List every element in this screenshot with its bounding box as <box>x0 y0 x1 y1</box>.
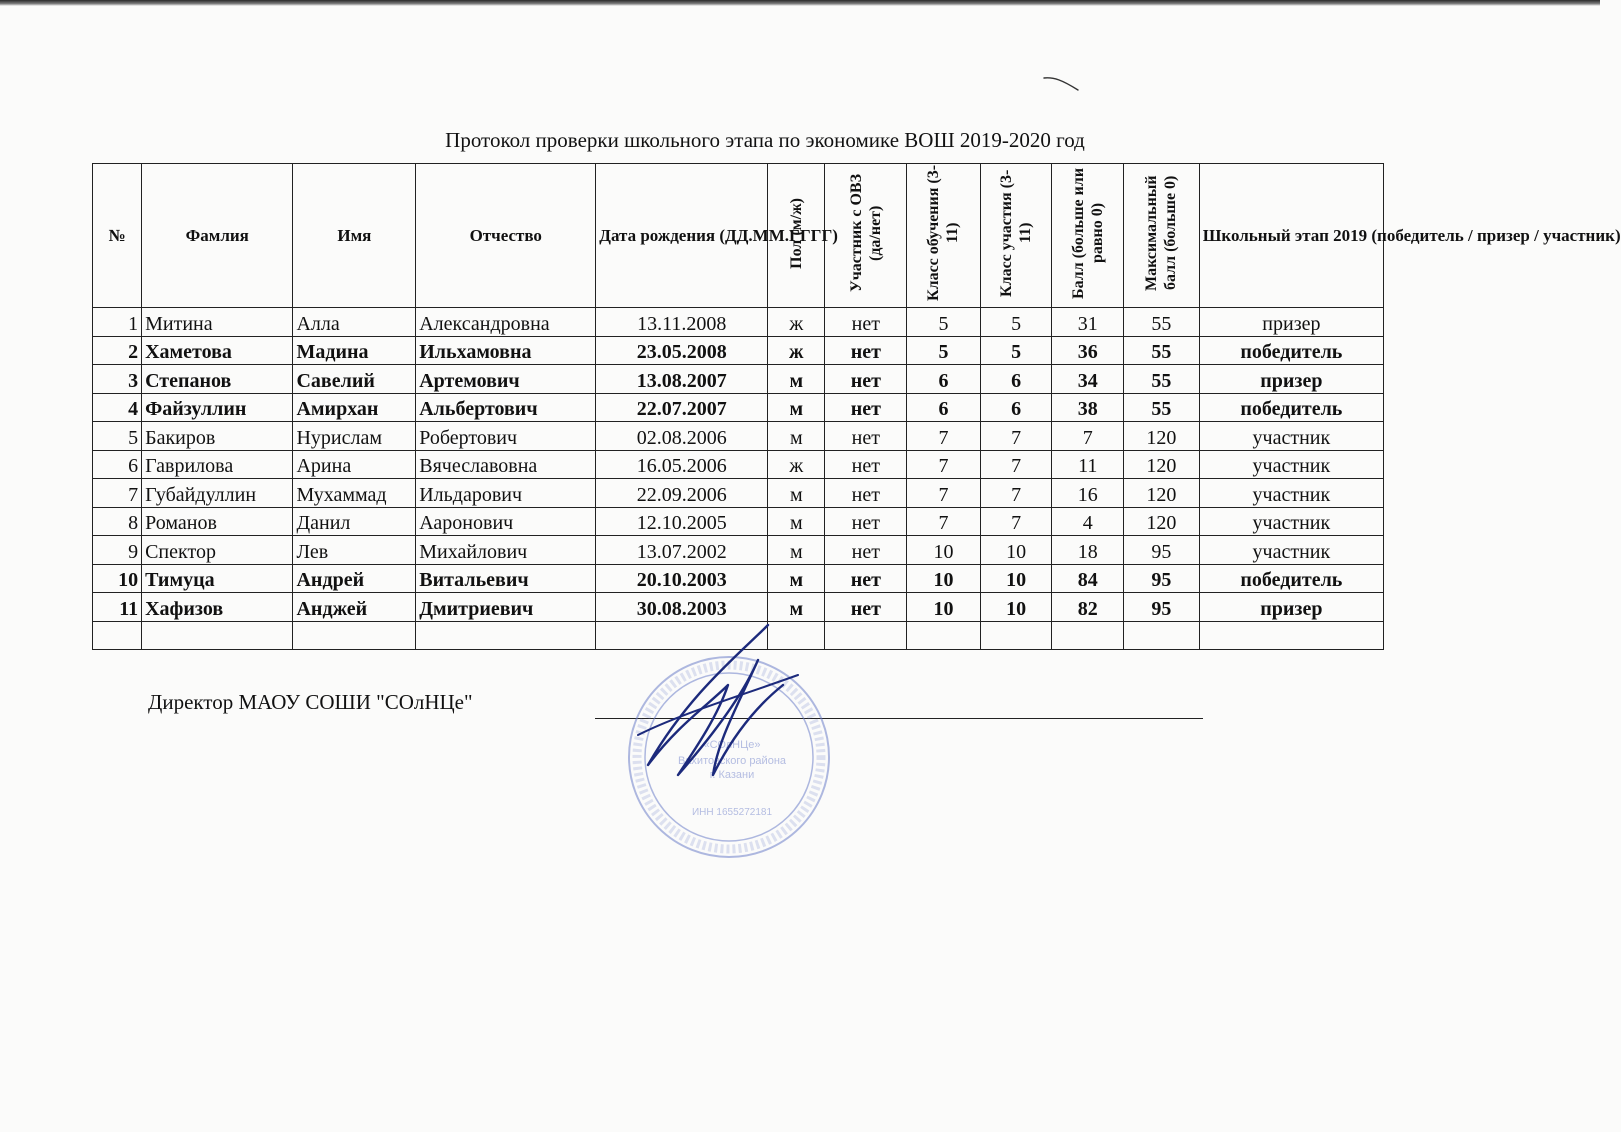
row-score: 82 <box>1052 593 1124 622</box>
row-grade-study: 7 <box>907 479 981 508</box>
row-name: Мадина <box>293 336 416 365</box>
row-number: 9 <box>93 536 142 565</box>
document-title: Протокол проверки школьного этапа по экономике ВОШ 2019-2020 год <box>445 128 1085 152</box>
row-grade-study: 6 <box>907 393 981 422</box>
empty-cell <box>142 621 293 650</box>
empty-cell <box>980 621 1052 650</box>
row-sex: м <box>768 536 825 565</box>
row-sex: м <box>768 393 825 422</box>
row-patronymic: Михайлович <box>416 536 596 565</box>
empty-cell <box>416 621 596 650</box>
row-max-score: 120 <box>1124 450 1200 479</box>
director-label: Директор МАОУ СОШИ "СОлНЦе" <box>148 690 473 714</box>
row-grade-participation: 7 <box>980 422 1052 451</box>
row-birth-date: 23.05.2008 <box>596 336 768 365</box>
row-number: 11 <box>93 593 142 622</box>
row-sex: м <box>768 507 825 536</box>
row-patronymic: Альбертович <box>416 393 596 422</box>
row-grade-participation: 7 <box>980 479 1052 508</box>
table-row <box>93 536 1384 565</box>
row-birth-date: 13.08.2007 <box>596 365 768 394</box>
row-number: 4 <box>93 393 142 422</box>
row-ovz: нет <box>825 507 907 536</box>
header-grade-study <box>907 164 981 308</box>
row-birth-date: 30.08.2003 <box>596 593 768 622</box>
row-sex: ж <box>768 450 825 479</box>
row-name: Нурислам <box>293 422 416 451</box>
row-surname: Хаметова <box>142 336 293 365</box>
row-grade-participation: 7 <box>980 450 1052 479</box>
header-surname: Фамлия <box>142 164 293 308</box>
row-score: 34 <box>1052 365 1124 394</box>
protocol-table <box>92 163 1621 650</box>
row-surname: Файзуллин <box>142 393 293 422</box>
row-ovz: нет <box>825 336 907 365</box>
row-grade-participation: 6 <box>980 393 1052 422</box>
row-patronymic: Александровна <box>416 308 596 337</box>
row-birth-date: 02.08.2006 <box>596 422 768 451</box>
row-birth-date: 13.07.2002 <box>596 536 768 565</box>
table-row <box>93 308 1384 337</box>
header-grade-study-text: Класс обучения (3-11) <box>925 164 962 302</box>
row-score: 31 <box>1052 308 1124 337</box>
row-surname: Спектор <box>142 536 293 565</box>
row-sex: м <box>768 422 825 451</box>
row-number: 3 <box>93 365 142 394</box>
row-grade-study: 7 <box>907 422 981 451</box>
empty-cell <box>1199 621 1383 650</box>
row-grade-study: 7 <box>907 450 981 479</box>
row-score: 38 <box>1052 393 1124 422</box>
row-grade-participation: 5 <box>980 336 1052 365</box>
row-result: призер <box>1199 593 1383 622</box>
row-surname: Бакиров <box>142 422 293 451</box>
header-score <box>1052 164 1124 308</box>
row-patronymic: Витальевич <box>416 564 596 593</box>
header-ovz-text: Участник с ОВЗ (да/нет) <box>847 173 884 293</box>
row-max-score: 55 <box>1124 336 1200 365</box>
row-ovz: нет <box>825 422 907 451</box>
svg-text:«СОлНЦе»: «СОлНЦе» <box>703 739 761 751</box>
director-signature <box>618 615 818 785</box>
row-surname: Романов <box>142 507 293 536</box>
table-row <box>93 336 1384 365</box>
header-grade-participation-text: Класс участия (3-11) <box>997 169 1035 297</box>
row-result: участник <box>1199 450 1383 479</box>
row-surname: Хафизов <box>142 593 293 622</box>
row-ovz: нет <box>825 365 907 394</box>
row-score: 4 <box>1052 507 1124 536</box>
row-birth-date: 22.07.2007 <box>596 393 768 422</box>
row-grade-study: 10 <box>907 564 981 593</box>
row-ovz: нет <box>825 593 907 622</box>
row-name: Савелий <box>293 365 416 394</box>
empty-cell <box>1124 621 1200 650</box>
header-patronymic: Отчество <box>416 164 596 308</box>
row-grade-study: 7 <box>907 507 981 536</box>
row-patronymic: Робертович <box>416 422 596 451</box>
row-patronymic: Ильхамовна <box>416 336 596 365</box>
row-sex: м <box>768 365 825 394</box>
row-patronymic: Вячеславовна <box>416 450 596 479</box>
row-grade-participation: 10 <box>980 536 1052 565</box>
row-max-score: 120 <box>1124 422 1200 451</box>
row-number: 7 <box>93 479 142 508</box>
row-grade-study: 5 <box>907 308 981 337</box>
row-grade-study: 5 <box>907 336 981 365</box>
header-max-score <box>1124 164 1200 308</box>
row-surname: Степанов <box>142 365 293 394</box>
row-score: 84 <box>1052 564 1124 593</box>
row-score: 16 <box>1052 479 1124 508</box>
row-grade-participation: 7 <box>980 507 1052 536</box>
row-result: призер <box>1199 365 1383 394</box>
pen-mark <box>1042 74 1082 94</box>
row-score: 36 <box>1052 336 1124 365</box>
header-max-score-text: Максимальный балл (больше 0) <box>1143 175 1180 291</box>
row-result: участник <box>1199 479 1383 508</box>
row-sex: м <box>768 564 825 593</box>
row-number: 5 <box>93 422 142 451</box>
svg-text:г. Казани: г. Казани <box>709 769 755 781</box>
row-surname: Гаврилова <box>142 450 293 479</box>
row-number: 10 <box>93 564 142 593</box>
row-sex: м <box>768 593 825 622</box>
row-ovz: нет <box>825 393 907 422</box>
row-patronymic: Ааронович <box>416 507 596 536</box>
row-sex: ж <box>768 336 825 365</box>
row-result: участник <box>1199 536 1383 565</box>
table-row <box>93 564 1384 593</box>
row-grade-study: 10 <box>907 593 981 622</box>
row-name: Данил <box>293 507 416 536</box>
row-max-score: 55 <box>1124 365 1200 394</box>
table-row <box>93 450 1384 479</box>
row-surname: Тимуца <box>142 564 293 593</box>
row-name: Мухаммад <box>293 479 416 508</box>
row-grade-participation: 10 <box>980 564 1052 593</box>
row-ovz: нет <box>825 450 907 479</box>
row-birth-date: 13.11.2008 <box>596 308 768 337</box>
row-ovz: нет <box>825 564 907 593</box>
header-score-text: Балл (больше или равно 0) <box>1069 167 1106 299</box>
row-name: Анджей <box>293 593 416 622</box>
row-patronymic: Артемович <box>416 365 596 394</box>
row-sex: м <box>768 479 825 508</box>
row-surname: Губайдуллин <box>142 479 293 508</box>
row-patronymic: Дмитриевич <box>416 593 596 622</box>
empty-cell <box>93 621 142 650</box>
row-max-score: 95 <box>1124 564 1200 593</box>
header-grade-participation <box>980 164 1052 308</box>
row-name: Амирхан <box>293 393 416 422</box>
row-patronymic: Ильдарович <box>416 479 596 508</box>
row-max-score: 120 <box>1124 507 1200 536</box>
svg-text:ИНН 1655272181: ИНН 1655272181 <box>691 807 773 818</box>
scan-edge <box>0 0 1600 6</box>
row-grade-participation: 5 <box>980 308 1052 337</box>
row-number: 8 <box>93 507 142 536</box>
row-result: победитель <box>1199 564 1383 593</box>
table-row <box>93 365 1384 394</box>
row-surname: Митина <box>142 308 293 337</box>
header-name: Имя <box>293 164 416 308</box>
svg-text:Вахитовского района: Вахитовского района <box>677 755 787 767</box>
row-result: победитель <box>1199 393 1383 422</box>
row-score: 7 <box>1052 422 1124 451</box>
row-max-score: 95 <box>1124 593 1200 622</box>
table-row <box>93 479 1384 508</box>
row-ovz: нет <box>825 479 907 508</box>
row-sex: ж <box>768 308 825 337</box>
row-result: участник <box>1199 507 1383 536</box>
row-score: 11 <box>1052 450 1124 479</box>
empty-cell <box>1052 621 1124 650</box>
row-grade-study: 10 <box>907 536 981 565</box>
row-birth-date: 16.05.2006 <box>596 450 768 479</box>
table-row <box>93 507 1384 536</box>
empty-cell <box>293 621 416 650</box>
row-name: Арина <box>293 450 416 479</box>
header-row <box>93 164 1384 308</box>
row-grade-study: 6 <box>907 365 981 394</box>
row-result: призер <box>1199 308 1383 337</box>
header-result-text: Школьный этап 2019 (победитель / призер / участник) <box>1202 226 1621 245</box>
header-sex-text: Пол (м/ж) <box>787 197 805 269</box>
row-name: Андрей <box>293 564 416 593</box>
table-body <box>93 308 1384 650</box>
row-max-score: 95 <box>1124 536 1200 565</box>
empty-cell <box>825 621 907 650</box>
header-birth-date-text: Дата рождения (ДД.ММ.ГГГГ) <box>599 226 838 245</box>
row-result: победитель <box>1199 336 1383 365</box>
row-max-score: 120 <box>1124 479 1200 508</box>
row-max-score: 55 <box>1124 393 1200 422</box>
row-number: 1 <box>93 308 142 337</box>
row-name: Алла <box>293 308 416 337</box>
row-birth-date: 20.10.2003 <box>596 564 768 593</box>
row-ovz: нет <box>825 536 907 565</box>
row-number: 2 <box>93 336 142 365</box>
header-num: № <box>93 164 142 308</box>
row-birth-date: 22.09.2006 <box>596 479 768 508</box>
empty-cell <box>907 621 981 650</box>
row-grade-participation: 6 <box>980 365 1052 394</box>
row-birth-date: 12.10.2005 <box>596 507 768 536</box>
row-number: 6 <box>93 450 142 479</box>
row-grade-participation: 10 <box>980 593 1052 622</box>
row-max-score: 55 <box>1124 308 1200 337</box>
header-result <box>1199 164 1621 308</box>
row-name: Лев <box>293 536 416 565</box>
table-row <box>93 393 1384 422</box>
row-score: 18 <box>1052 536 1124 565</box>
table-row <box>93 422 1384 451</box>
row-ovz: нет <box>825 308 907 337</box>
row-result: участник <box>1199 422 1383 451</box>
